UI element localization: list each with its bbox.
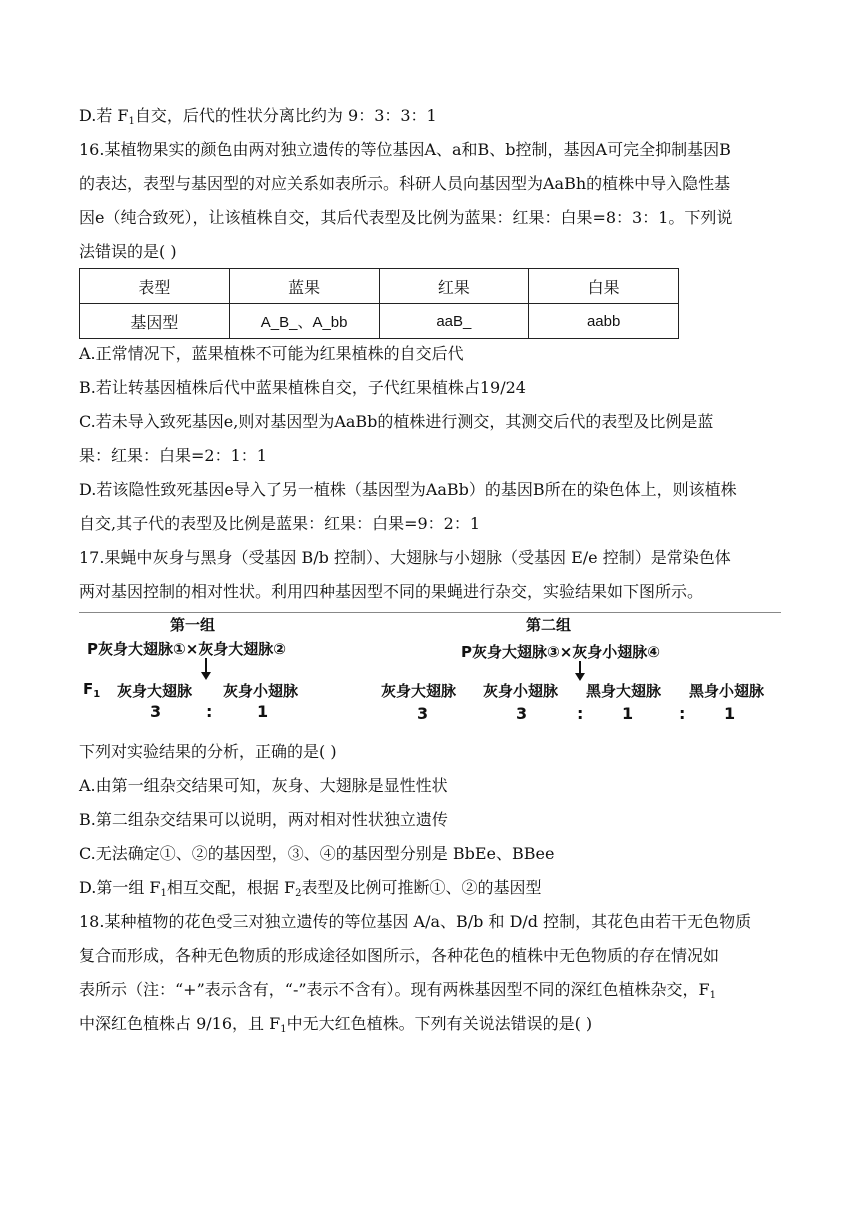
question-17-stem-line-1: 17.果蝇中灰身与黑身（受基因 B/b 控制）、大翅脉与小翅脉（受基因 E/e 控制）是常染色体 <box>79 548 731 567</box>
group-2-ratio-colon-1: : <box>577 704 584 723</box>
figure-top-rule <box>79 612 781 613</box>
group-2-offspring-4: 黑身小翅脉 <box>689 682 765 700</box>
group-2-title: 第二组 <box>526 616 572 634</box>
table-cell: A_B_、A_bb <box>229 304 379 339</box>
group-2-ratio-1b: 1 <box>724 704 736 723</box>
option-16-c-line-1: C.若未导入致死基因e,则对基因型为AaBb的植株进行测交，其测交后代的表型及比例是蓝 <box>79 412 714 431</box>
option-17-c: C.无法确定①、②的基因型，③、④的基因型分别是 BbEe、BBee <box>79 844 555 863</box>
group-1-ratio-colon: : <box>206 702 213 721</box>
group-1-offspring-1: 灰身大翅脉 <box>117 682 193 700</box>
group-2-offspring-2: 灰身小翅脉 <box>483 682 559 700</box>
question-17-prompt: 下列对实验结果的分析，正确的是( ) <box>79 742 337 761</box>
group-1-ratio-1: 1 <box>257 702 269 721</box>
group-1-title: 第一组 <box>170 616 216 634</box>
table-cell: 白果 <box>529 269 679 304</box>
phenotype-genotype-table <box>79 268 679 339</box>
group-1-arrowhead <box>201 672 211 680</box>
group-2-ratio-3a: 3 <box>417 704 429 723</box>
option-16-c-line-2: 果：红果：白果=2：1：1 <box>79 446 267 465</box>
group-1-parent-cross: P灰身大翅脉①×灰身大翅脉② <box>87 640 286 658</box>
option-16-a: A.正常情况下，蓝果植株不可能为红果植株的自交后代 <box>79 344 464 363</box>
question-18-stem-line-4: 中深红色植株占 9/16，且 $F_1$中无大红色植株。下列有关说法错误的是( ) <box>79 1014 593 1035</box>
question-16-stem-line-2: 的表达，表型与基因型的对应关系如表所示。科研人员向基因型为AaBh的植株中导入隐性基 <box>79 174 731 193</box>
group-2-ratio-1a: 1 <box>622 704 634 723</box>
table-row <box>80 304 679 339</box>
option-15-d: D.若 $F_1$自交，后代的性状分离比约为 9：3：3：1 <box>79 106 437 127</box>
group-2-arrowhead <box>575 673 585 681</box>
option-16-d-line-2: 自交,其子代的表型及比例是蓝果：红果：白果=9：2：1 <box>79 514 481 533</box>
table-cell: aabb <box>529 304 679 339</box>
group-2-offspring-1: 灰身大翅脉 <box>381 682 457 700</box>
group-2-ratio-3b: 3 <box>516 704 528 723</box>
option-17-a: A.由第一组杂交结果可知，灰身、大翅脉是显性性状 <box>79 776 448 795</box>
group-2-offspring-3: 黑身大翅脉 <box>586 682 662 700</box>
question-18-stem-line-2: 复合而形成，各种无色物质的形成途径如图所示，各种花色的植株中无色物质的存在情况如 <box>79 946 720 965</box>
group-2-parent-cross: P灰身大翅脉③×灰身小翅脉④ <box>461 643 660 661</box>
table-header-row <box>80 269 679 304</box>
question-16-stem-line-4: 法错误的是( ) <box>79 242 177 261</box>
table-cell: 基因型 <box>80 304 230 339</box>
cross-experiment-figure <box>79 612 781 728</box>
option-17-b: B.第二组杂交结果可以说明，两对相对性状独立遗传 <box>79 810 448 829</box>
group-2-ratio-colon-2: : <box>679 704 686 723</box>
question-16-stem-line-1: 16.某植物果实的颜色由两对独立遗传的等位基因A、a和B、b控制，基因A可完全抑制基因B <box>79 140 731 159</box>
question-18-stem-line-3: 表所示（注：“+”表示含有，“-”表示不含有）。现有两株基因型不同的深红色植株杂交，$F_1$ <box>79 980 717 1001</box>
option-17-d: D.第一组 $F_1$相互交配，根据 $F_2$表型及比例可推断①、②的基因型 <box>79 878 542 899</box>
question-18-stem-line-1: 18.某种植物的花色受三对独立遗传的等位基因 A/a、B/b 和 D/d 控制，其花色由若干无色物质 <box>79 912 752 931</box>
table-cell: 蓝果 <box>229 269 379 304</box>
option-16-d-line-1: D.若该隐性致死基因e导入了另一植株（基因型为AaBb）的基因B所在的染色体上，则该植株 <box>79 480 737 499</box>
option-16-b: B.若让转基因植株后代中蓝果植株自交，子代红果植株占19/24 <box>79 378 526 397</box>
question-17-stem-line-2: 两对基因控制的相对性状。利用四种基因型不同的果蝇进行杂交，实验结果如下图所示。 <box>79 582 704 601</box>
group-1-f1-label: $F_1$ <box>83 680 101 700</box>
table-cell: aaB_ <box>379 304 529 339</box>
group-1-ratio-3: 3 <box>150 702 162 721</box>
table-cell: 红果 <box>379 269 529 304</box>
question-16-stem-line-3: 因e（纯合致死），让该植株自交，其后代表型及比例为蓝果：红果：白果=8：3：1。下列说 <box>79 208 733 227</box>
group-1-offspring-2: 灰身小翅脉 <box>223 682 299 700</box>
table-cell: 表型 <box>80 269 230 304</box>
